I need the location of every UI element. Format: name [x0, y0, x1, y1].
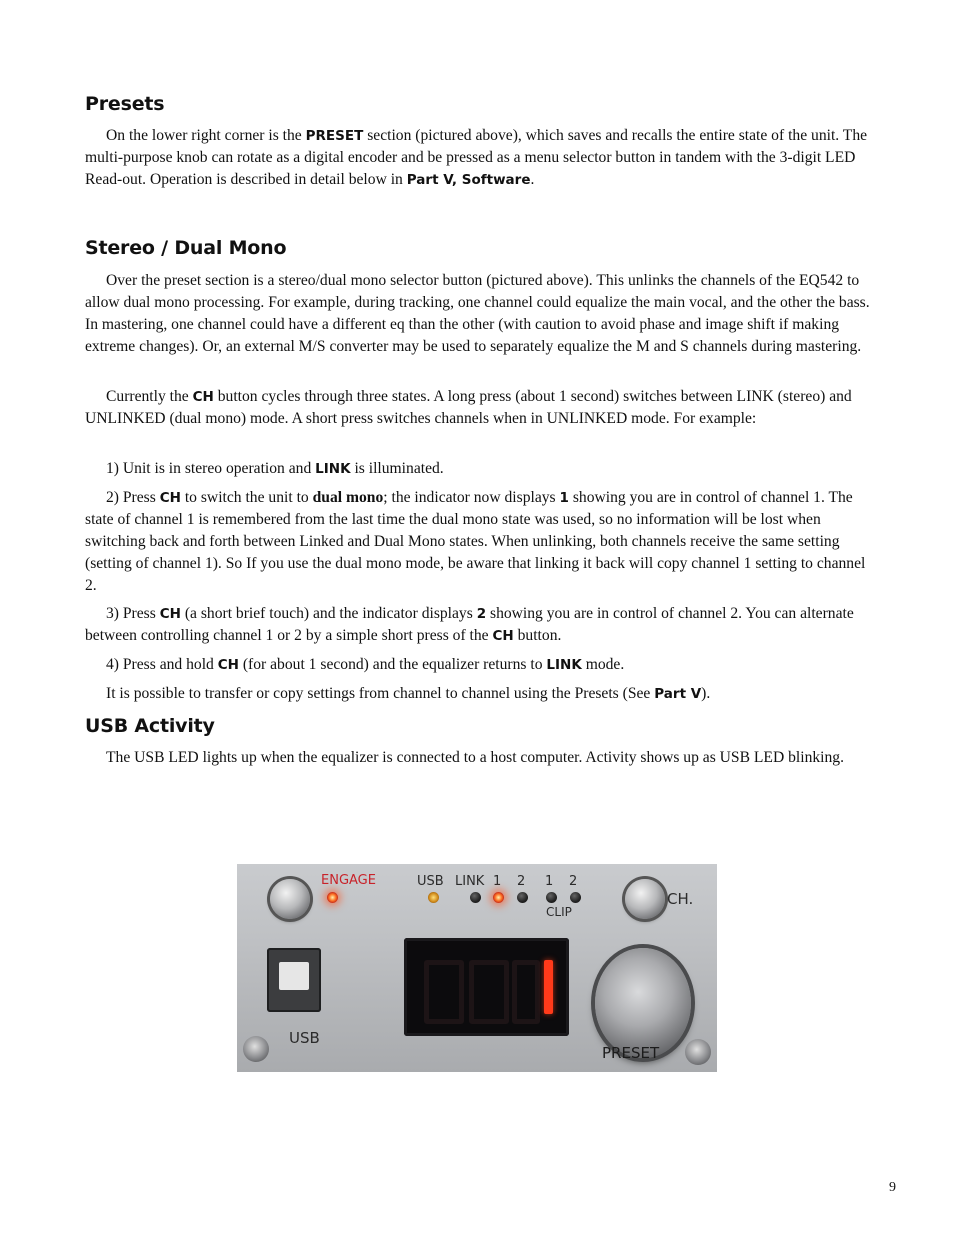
readout-digit-1 — [424, 960, 464, 1024]
clip-label: CLIP — [546, 905, 572, 919]
ch-button-label: CH. — [667, 890, 694, 908]
led-readout — [404, 938, 569, 1036]
front-panel-photo — [237, 864, 717, 1072]
preset-label: PRESET — [602, 1044, 660, 1062]
stereo-paragraph-presets: It is possible to transfer or copy settings from channel to channel using the Presets (See Part V). — [106, 685, 711, 702]
page-number: 9 — [889, 1180, 896, 1195]
stereo-paragraph-2: Currently the CH button cycles through three states. A long press (about 1 second) switches between LINK (stereo) and UNLINKED (dual mono) mode. A short press switches channels when in UNLINKED mode. For example: — [85, 388, 852, 427]
stereo-step-2: 2) Press CH to switch the unit to dual mono; the indicator now displays 1 showing you are in control of channel 1. The state of channel 1 is remembered from the last time the dual mono state was used, so no information will be lost when switching back and forth between Linked and Dual Mono states. When unlinking, both channels receive the same setting (setting of channel 1). So If you use the dual mono mode, be aware that linking it back will copy channel 1 setting to channel 2. — [85, 489, 866, 594]
stereo-step-1: 1) Unit is in stereo operation and LINK is illuminated. — [106, 460, 444, 477]
presets-paragraph: On the lower right corner is the PRESET section (pictured above), which saves and recalls the entire state of the unit. The multi-purpose knob can rotate as a digital encoder and be pressed as a menu selector button in tandem with the 3-digit LED Read-out. Operation is described in detail below in Part V, Software. — [85, 127, 868, 188]
heading-stereo-dual-mono: Stereo / Dual Mono — [85, 237, 287, 259]
usb-port-socket — [279, 962, 309, 990]
screw-left — [243, 1036, 269, 1062]
readout-digit-3 — [512, 960, 540, 1024]
usb-led-label: USB — [417, 874, 444, 889]
channel-2-led — [517, 892, 528, 903]
usb-port — [267, 948, 321, 1012]
ch-button — [625, 879, 665, 919]
usb-led — [428, 892, 439, 903]
engage-label: ENGAGE — [321, 873, 376, 888]
heading-usb-activity: USB Activity — [85, 715, 215, 737]
stereo-step-4: 4) Press and hold CH (for about 1 second) and the equalizer returns to LINK mode. — [106, 656, 625, 673]
stereo-step-3: 3) Press CH (a short brief touch) and the indicator displays 2 showing you are in control of channel 2. You can alternate between controlling channel 1 or 2 by a simple short press of the CH button. — [85, 605, 854, 644]
engage-led — [327, 892, 338, 903]
clip-1-led — [546, 892, 557, 903]
preset-knob — [595, 948, 691, 1058]
link-ch1-label: 1 — [493, 874, 502, 889]
readout-digit-2 — [469, 960, 509, 1024]
clip-2-label: 2 — [569, 874, 578, 889]
channel-1-led — [493, 892, 504, 903]
engage-button — [270, 879, 310, 919]
clip-1-label: 1 — [545, 874, 554, 889]
link-label: LINK — [455, 874, 485, 889]
link-ch2-label: 2 — [517, 874, 526, 889]
screw-right — [685, 1039, 711, 1065]
usb-paragraph: The USB LED lights up when the equalizer is connected to a host computer. Activity shows up as USB LED blinking. — [106, 749, 844, 766]
usb-port-label: USB — [289, 1029, 320, 1047]
clip-2-led — [570, 892, 581, 903]
link-led — [470, 892, 481, 903]
heading-presets: Presets — [85, 93, 165, 115]
readout-segment-lit — [544, 960, 553, 1014]
stereo-paragraph-1: Over the preset section is a stereo/dual mono selector button (pictured above). This unlinks the channels of the EQ542 to allow dual mono processing. For example, during tracking, one channel could equalize the main vocal, and the other the bass. In mastering, one channel could have a different eq than the other (with caution to avoid phase and image shift if making extreme changes). Or, an external M/S converter may be used to separately equalize the M and S channels during mastering. — [85, 272, 870, 355]
